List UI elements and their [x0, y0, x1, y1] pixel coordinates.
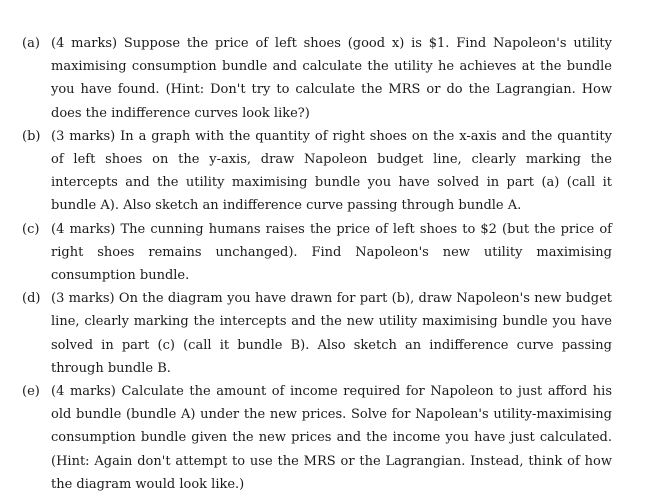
part-label: (e) [22, 384, 40, 400]
part-text: (3 marks) In a graph with the quantity of right shoes on the x-axis and the quantity of left shoes on the y-axis, draw Napoleon budget line, clearly marking the intercepts and the utility maximising bundle you have solved in part (a) (call it bundle A). Also sketch an indifference curve passing through bundle A. [51, 128, 612, 214]
question-part-d [22, 287, 612, 380]
question-part-c [22, 218, 612, 288]
part-label: (d) [22, 291, 41, 307]
part-text: (3 marks) On the diagram you have drawn for part (b), draw Napoleon's new budget line, clearly marking the intercepts and the new utility maximising bundle you have solved in part (c) (call it bundle B). Also sketch an indifference curve passing through bundle B. [51, 291, 612, 376]
part-label: (b) [22, 128, 41, 144]
part-text: (4 marks) Suppose the price of left shoes (good x) is $1. Find Napoleon's utility maximising consumption bundle and calculate the utility he achieves at the bundle you have found. (Hint: Don't try to calculate the MRS or do the Lagrangian. How does the indifference curves look like?) [51, 36, 612, 121]
question-list [22, 32, 612, 496]
question-part-e [22, 380, 612, 496]
question-part-b [22, 125, 612, 218]
part-label: (c) [22, 221, 40, 237]
part-text: (4 marks) The cunning humans raises the price of left shoes to $2 (but the price of right shoes remains unchanged). Find Napoleon's new utility maximising consumption bundle. [51, 221, 612, 284]
question-part-a [22, 32, 612, 125]
part-label: (a) [22, 36, 40, 51]
part-text: (4 marks) Calculate the amount of income required for Napoleon to just afford his old bundle (bundle A) under the new prices. Solve for Napolean's utility-maximising consumption bundle given the new prices and the income you have just calculated. (Hint: Again don't attempt to use the MRS or the Lagrangian. Instead, think of how the diagram would look like.) [51, 384, 612, 492]
